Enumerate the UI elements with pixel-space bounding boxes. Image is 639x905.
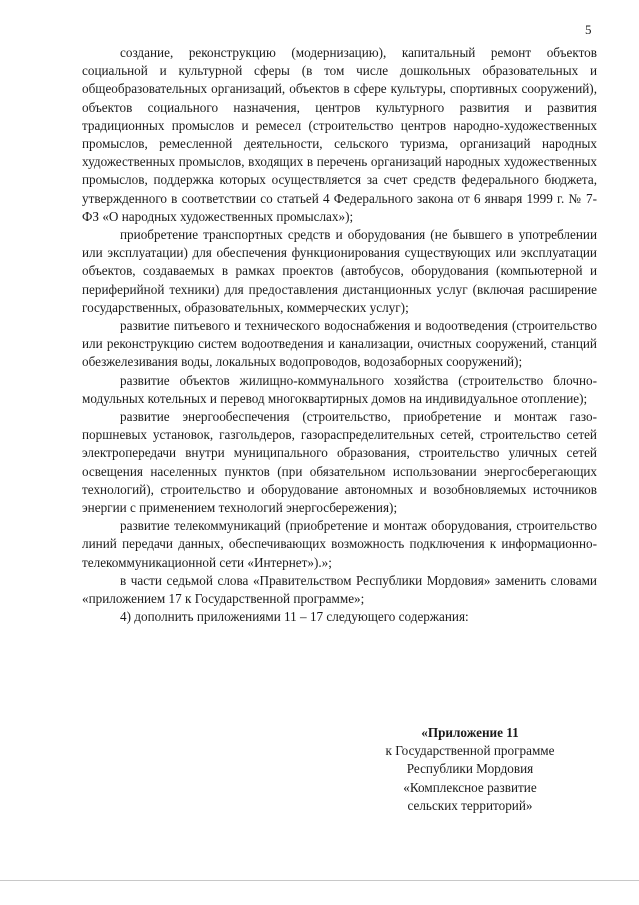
paragraph-telecom: развитие телекоммуникаций (приобретение и монтаж оборудования, строительство линий передачи данных, обеспечивающих возможность подключения к информационно-телекоммуникационной сети «Интернет»).»; [82,518,597,570]
footer-divider [0,880,639,881]
appendix-heading [360,724,580,815]
body-text [82,44,597,627]
paragraph-water-supply: развитие питьевого и технического водоснабжения и водоотведения (строительство или реконструкцию систем водоотведения и канализации, очистных сооружений, станций обезжелезивания воды, локальных водопроводов, водозаборных сооружений); [82,318,597,370]
paragraph-transport: приобретение транспортных средств и оборудования (не бывшего в употреблении или эксплуатации) для обеспечения функционирования существующих или эксплуатации объектов, создаваемых в рамках проектов (автобусов, оборудования (компьютерной и периферийной техники) для предоставления дистанционных услуг (включая расширение государственных, образовательных, коммерческих услуг); [82,227,597,315]
page-number: 5 [585,22,592,37]
paragraph-add-appendices: 4) дополнить приложениями 11 – 17 следующего содержания: [120,609,469,625]
paragraph-construction: создание, реконструкцию (модернизацию), капитальный ремонт объектов социальной и культурной сферы (в том числе дошкольных образовательных и общеобразовательных организаций, объектов в сфере культуры, спортивных сооружений), объектов социального назначения, центров культурного развития и развития традиционных промыслов и ремесел (строительство центров народно-художественных промыслов, ремесленной деятельности, сельского туризма, организаций народных художественных промыслов, входящих в перечень организаций народных художественных промыслов, поддержка которых осуществляется за счет средств федерального бюджета, утвержденного в соответствии со статьей 4 Федерального закона от 6 января 1999 г. № 7-ФЗ «О народных художественных промыслах»); [82,45,597,224]
appendix-line: «Комплексное развитие [403,779,537,795]
appendix-line: сельских территорий» [407,797,533,813]
paragraph-housing-utilities: развитие объектов жилищно-коммунального хозяйства (строительство блочно-модульных котельных и перевод многоквартирных домов на индивидуальное отопление); [82,372,597,406]
appendix-title: «Приложение 11 [421,725,519,740]
appendix-line: Республики Мордовия [406,761,534,777]
appendix-line: к Государственной программе [385,743,555,759]
paragraph-energy-supply: развитие энергообеспечения (строительство, приобретение и монтаж газо-поршневых установок, газгольдеров, газораспределительных сетей, строительство сетей электропередачи внутри муниципального образования, строительство уличных сетей освещения населенных пунктов (при обязательном использовании энергосберегающих технологий), строительство и оборудование автономных и возобновляемых источников энергии с применением технологий энергосбережения); [82,409,597,516]
paragraph-part-seven: в части седьмой слова «Правительством Республики Мордовия» заменить словами «приложением 17 к Государственной программе»; [82,572,597,607]
